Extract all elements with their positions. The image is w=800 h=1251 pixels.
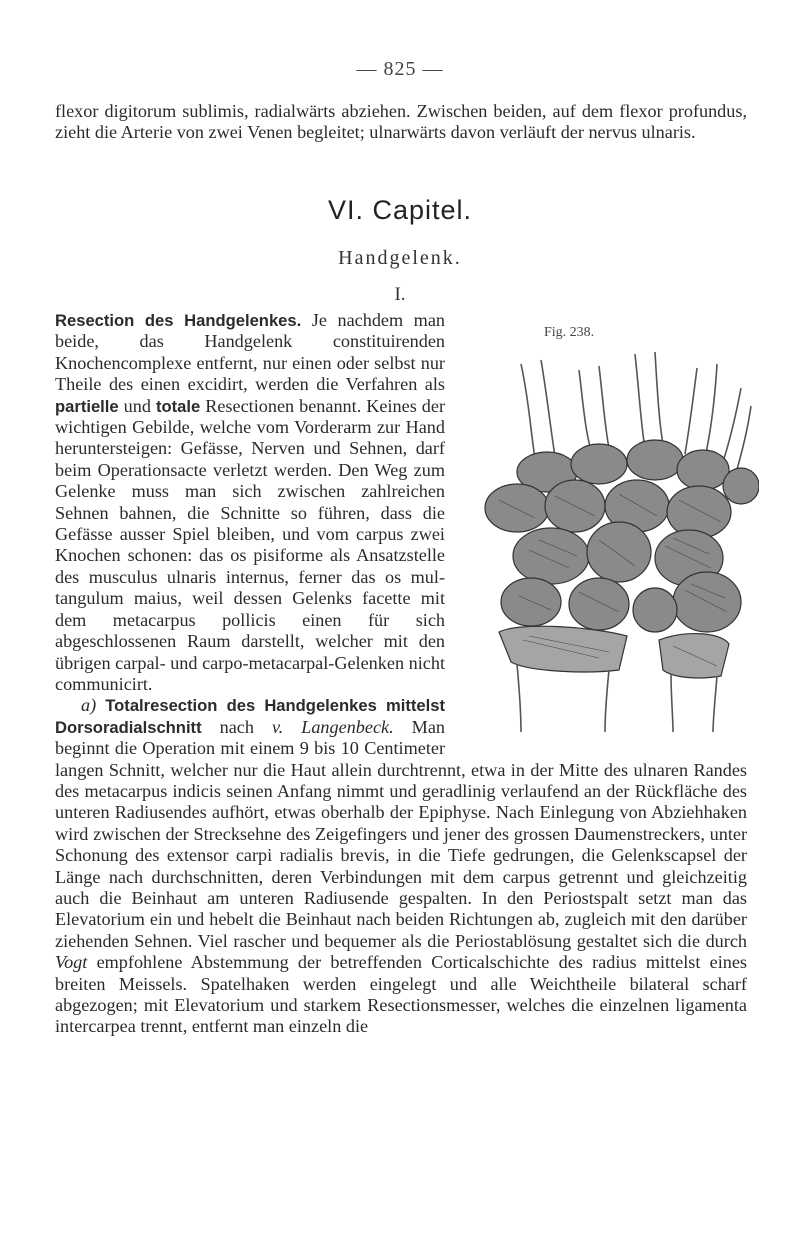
- subsection-text-3: empfohlene Abstemmung der betreffenden Corticalschichte des radius mittelst eines breiten Meissels. Spatelhaken werden eingelegt und alle Weichtheile bilateral scharf abgezogen; mit Elevatorium und starkem Resectionsmesser, welches die einzelnen ligamenta intercarpea trennt, entfernt man einzeln die: [55, 952, 747, 1037]
- subsection-text-2: Man beginnt die Operation mit einem 9 bis 10 Centimeter langen Schnitt, welcher nur die Haut allein durchtrennt, etwa in der Mitte des ulnaren Randes des metacarpus indicis seinen Anfang nimmt und geradlinig verlaufend an der Rückfläche des unteren Radiusendes aufhört, etwas oberhalb der Epiphyse. Nach Einlegung von Abziehhaken wird zwischen der Strecksehne des Zeigefingers und jener des grossen Daumenstreckers, unter Schonung des extensor carpi radialis brevis, in die Tiefe gedrungen, die Gelenkscapsel der Länge nach durchschnitten, deren Verbindungen mit dem carpus getrennt und gleichzeitig auch die Beinhaut am unteren Radiusende gespalten. In den Periostspalt setzt man das Elevatorium ein und hebelt die Beinhaut nach beiden Richtungen ab, zugleich mit den darüber ziehenden Sehnen. Viel rascher und bequemer als die Periostablösung gestaltet sich die durch: [55, 716, 747, 951]
- chapter-subtitle: Handgelenk.: [338, 247, 462, 269]
- section-lead: Resection des Handgelenkes.: [55, 311, 302, 330]
- section-text-2: und: [118, 395, 156, 416]
- wrist-bones-illustration-icon: [459, 340, 759, 740]
- figure-label: Fig. 238.: [544, 325, 595, 340]
- page-number: — 825 —: [356, 58, 444, 80]
- term-partielle: partielle: [55, 396, 119, 416]
- subsection-lead: Totalresection des Handgelenkes mittelst Dorsoradialschnitt: [55, 696, 445, 737]
- subsection-marker: a): [81, 695, 97, 716]
- chapter-title: VI. Capitel.: [327, 195, 473, 225]
- term-totale: totale: [155, 396, 201, 416]
- intro-paragraph: flexor digitorum sublimis, radialwärts abziehen. Zwischen beiden, auf dem flexor profundus, zieht die Arterie von zwei Venen begleitet; ulnarwärts davon verläuft der nervus ulnaris.: [55, 101, 747, 143]
- subsection-a: [55, 695, 747, 1038]
- subsection-text-1: nach: [201, 716, 272, 737]
- section-text-3: Resectionen benannt. Keines der wichtigen Gebilde, welche vom Vorderarm zur Hand heruntersteigen: Gefässe, Nerven und Sehnen, darf beim Operationsacte verletzt werden. Den Weg zum Gelenke muss man sich zwischen zahlreichen Sehnen bahnen, die Schnitte so führen, dass die Gefässe ausser Spiel bleiben, und vom carpus zwei Knochen schonen: das os pisiforme als Ansatzstelle des musculus ulnaris internus, ferner das os multangulum maius, weil dessen Gelenks facette mit dem metacarpus pollicis einen für sich abgeschlossenen Raum darstellt, welcher mit den übrigen carpal- und carpo-metacarpal-Gelenken nicht communicirt.: [55, 395, 446, 694]
- figure-238: [459, 306, 759, 740]
- author-vogt: Vogt: [55, 952, 88, 973]
- section-number: I.: [394, 284, 406, 305]
- section-body: [55, 310, 747, 1038]
- section-text-1: Je nachdem man beide, das Handgelenk constituirenden Knochencomplexe entfernt, nur einen oder selbst nur Theile des einen excidirt, werden die Verfahren als: [55, 310, 445, 395]
- author-langenbeck: v. Langenbeck.: [271, 716, 394, 737]
